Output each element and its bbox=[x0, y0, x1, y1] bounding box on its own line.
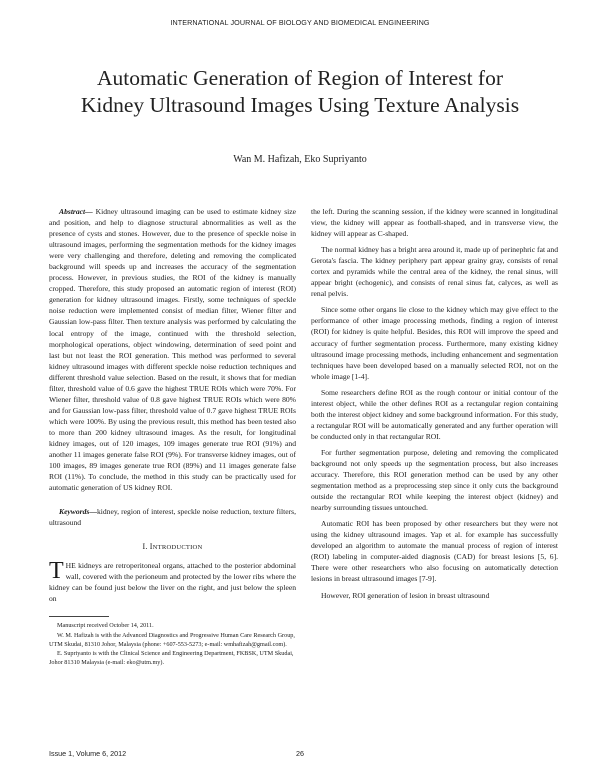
page-number: 26 bbox=[296, 749, 304, 758]
section-title-initial: I bbox=[149, 542, 153, 552]
paper-title-line-2: Kidney Ultrasound Images Using Texture Analysis bbox=[80, 93, 520, 117]
footnote-received: Manuscript received October 14, 2011. bbox=[57, 622, 154, 630]
keywords bbox=[49, 506, 296, 528]
intro-text: HE kidneys are retroperitoneal organs, attached to the posterior abdominal wall, covered with the perioneum and protected by the lower ribs where the kidney can be found just below the liver on the right, and just below the spleen on bbox=[49, 561, 296, 604]
paper-title bbox=[40, 65, 560, 119]
footnote-author-1: W. M. Hafizah is with the Advanced Diagnostics and Progressive Human Care Research Group, UTM Skudai, 81310 Johor, Malaysia (phone: +607-553-5273; e-mail: wmhafizah@gmail.com). bbox=[49, 631, 295, 648]
footer-issue: Issue 1, Volume 6, 2012 bbox=[49, 749, 127, 758]
journal-header: INTERNATIONAL JOURNAL OF BIOLOGY AND BIOMEDICAL ENGINEERING bbox=[170, 18, 430, 27]
paragraph-roi-definition: Some researchers define ROI as the rough contour or initial contour of the interest object, while the other defines ROI as a rectangular region containing both the interest object kidney and some background information. For this study, a rectangular ROI will be automatically generated and any further operation will be conducted only in that rectangular ROI. bbox=[311, 387, 558, 441]
abstract bbox=[49, 206, 296, 493]
paragraph-roi-motivation: Since some other organs lie close to the kidney which may give effect to the performance of other image processing methods, finding a region of interest (ROI) for kidney is quite helpful. Besides, this ROI will improve the speed and accuracy of further segmentation process. Furthermore, many existing kidney ultrasound image processing methods, including enhancement and segmentation techniques have been developed based on a manually selected ROI, not on the whole image [1-4]. bbox=[311, 305, 558, 381]
section-heading-introduction bbox=[49, 541, 296, 553]
section-number: I. bbox=[142, 542, 148, 552]
keywords-label: Keywords— bbox=[59, 507, 97, 517]
paragraph-segmentation-purpose: For further segmentation purpose, deleting and removing the complicated background not only speeds up the segmentation process, but also increases accuracy. Therefore, this ROI generation method can be used by any other segmentation method as a preprocessing step since it only cuts the background outside the rectangular ROI while keeping the interest object (kidney) and nearby surrounding tissues untouched. bbox=[311, 447, 558, 513]
intro-paragraph bbox=[49, 560, 296, 604]
drop-cap: T bbox=[49, 558, 64, 585]
authors: Wan M. Hafizah, Eko Supriyanto bbox=[233, 154, 367, 165]
paragraph-breast-roi: However, ROI generation of lesion in breast ultrasound bbox=[321, 590, 490, 600]
section-title-rest: NTRODUCTION bbox=[152, 544, 203, 552]
abstract-label: Abstract— bbox=[59, 207, 93, 216]
footnotes bbox=[49, 622, 296, 667]
abstract-text: Kidney ultrasound imaging can be used to estimate kidney size and position, and help to diagnose structural abnormalities as well as the presence of cysts and stones. However, due to the presence of speckle noise in ultrasound images, performing the segmentation methods for the kidney images were very challenging and therefore, deleting and removing the complicated background will speeds up and increases the accuracy of the segmentation process. However, in previous studies, the ROI of the kidney is manually cropped. Therefore, this study proposed an automatic region of interest (ROI) generation for kidney ultrasound images. Firstly, some techniques of speckle noise reduction were implemented consist of median filter, Wiener filter and Gaussian low-pass filter. Then texture analysis was performed by calculating the local entropy of the image, continued with the threshold selection, morphological operations, object windowing, determination of seed point and last but not least the ROI generation. This method was performed to several kidney ultrasound images with different speckle noise reduction techniques and different threshold value selection. Based on the result, it shows that for median filter, threshold value of 0.6 gave the highest TRUE ROIs which were 70%. For Wiener filter, threshold value of 0.8 gave highest TRUE ROIs which were 80% and for Gaussian low-pass filter, threshold value of 0.7 gave highest TRUE ROIs which were 100%. By using the previous result, this method has been tested also to more than 200 kidney ultrasound images. As the result, for longitudinal kidney images, out of 120 images, 109 images generate true ROI (91%) and another 11 images generate false ROI (9%). For transverse kidney images, out of 100 images, 89 images generate true ROI (89%) and 11 images generate false ROI (11%). To conclude, the method in this study can be practically used for automatic generation of US kidney ROI. bbox=[49, 207, 296, 493]
right-column bbox=[311, 206, 558, 601]
footnote-author-2: E. Supriyanto is with the Clinical Science and Engineering Department, FKBSK, UTM Skudai, Johor 81310 Malaysia (e-mail: eko@utm.my). bbox=[49, 650, 294, 666]
left-column bbox=[49, 206, 296, 667]
footnote-divider bbox=[49, 616, 109, 617]
paragraph-related-work: Automatic ROI has been proposed by other researchers but they were not using the kidney ultrasound images. Yap et al. for example has successfully developed an algorithm to automate the manual process of region of interest (ROI) labeling in computer-aided diagnosis (CAD) for breast lesions [5, 6]. There were other researchers who also focusing on automatically detection lesions in breast ultrasound images [7-9]. bbox=[311, 519, 558, 584]
keywords-text: kidney, region of interest, speckle noise reduction, texture filters, ultrasound bbox=[49, 507, 296, 528]
paragraph-normal-kidney: The normal kidney has a bright area around it, made up of perinephric fat and Gerota's fascia. The kidney periphery part appear grainy gray, consists of renal cortex and pyramids while the central area of the kidney, the renal sinus, will appear bright (echogenic), and consists of renal sinus fat, calyces, as well as renal pelvis. bbox=[311, 245, 558, 299]
paper-title-line-1: Automatic Generation of Region of Interest for bbox=[97, 66, 503, 90]
paragraph-scanning-view: the left. During the scanning session, if the kidney were scanned in longitudinal view, the kidney will appear as football-shaped, and in transverse view, the kidney will appear as C-shaped. bbox=[311, 207, 558, 239]
